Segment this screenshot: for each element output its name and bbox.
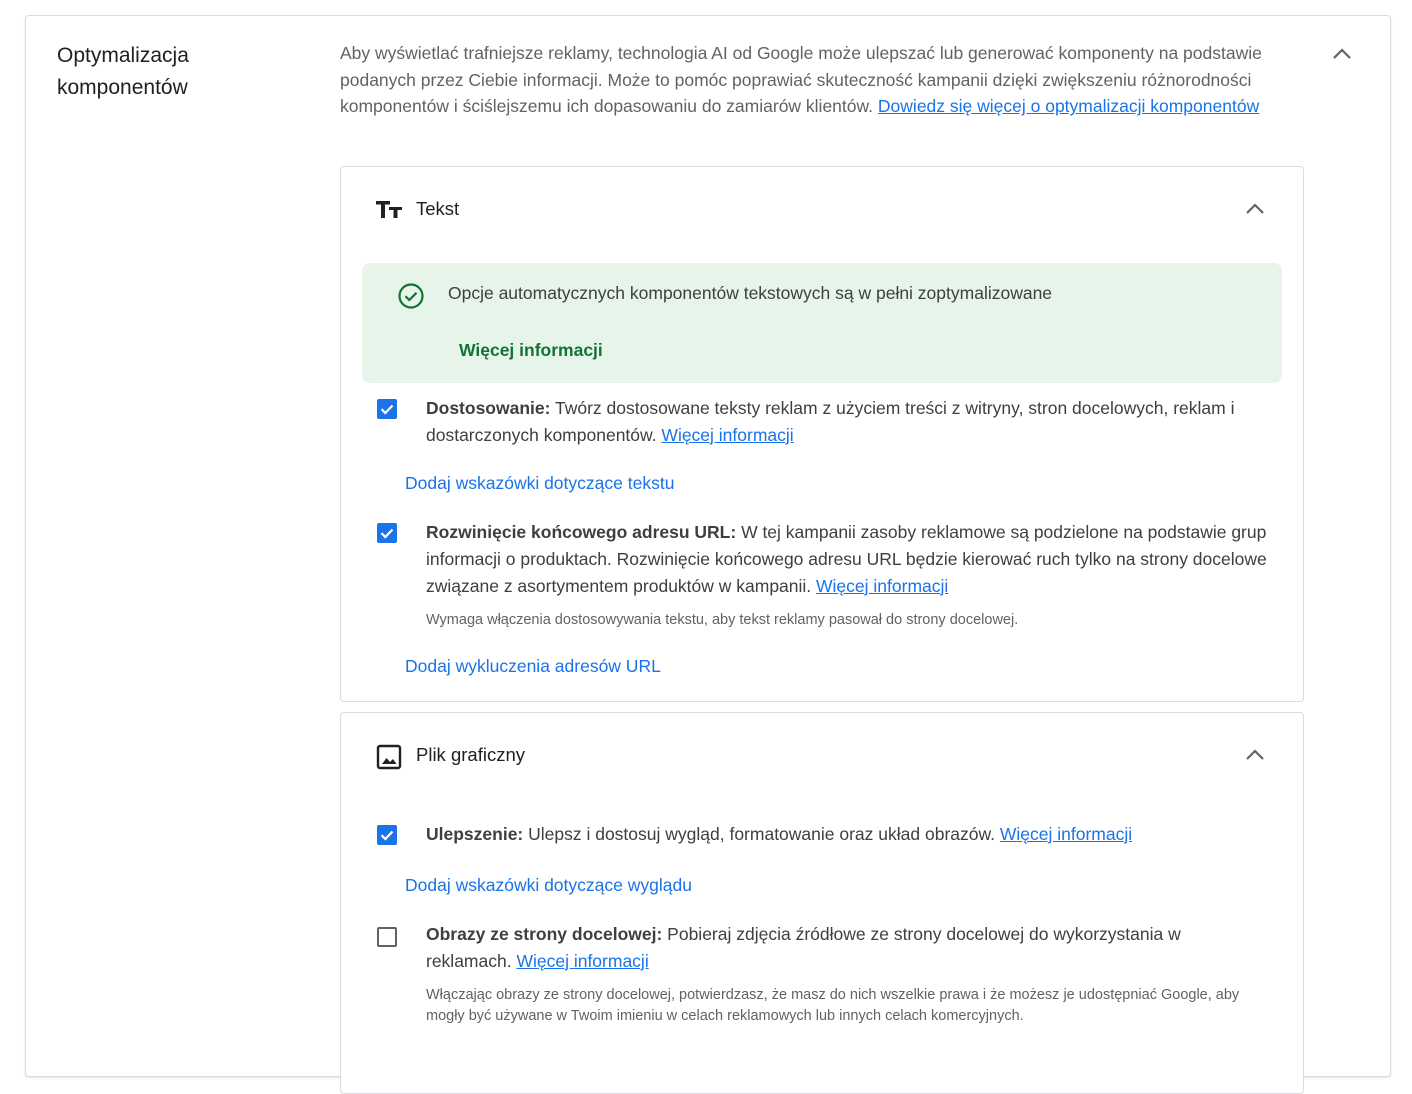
landing-page-images-option-text: [426, 921, 1236, 975]
check-icon: [379, 827, 395, 843]
enhancement-label: Ulepszenie:: [426, 824, 524, 844]
optimized-status-message: Opcje automatycznych komponentów tekstowych są w pełni zoptymalizowane: [448, 283, 1053, 303]
chevron-up-icon: [1243, 743, 1267, 767]
check-icon: [379, 525, 395, 541]
optimized-status-banner: [362, 263, 1282, 383]
learn-more-link[interactable]: Dowiedz się więcej o optymalizacji komponentów: [877, 96, 1260, 117]
final-url-expansion-checkbox[interactable]: [377, 523, 397, 543]
final-url-expansion-more-info-link[interactable]: Więcej informacji: [816, 575, 949, 596]
landing-page-images-note: Włączając obrazy ze strony docelowej, potwierdzasz, że masz do nich wszelkie prawa i że możesz je udostępniać Google, aby mogły być używane w Twoim imieniu w celach reklamowych lub innych celach komercyjnych.: [426, 987, 1240, 1024]
final-url-expansion-note: Wymaga włączenia dostosowywania tekstu, aby tekst reklamy pasował do strony docelowej.: [426, 612, 1019, 628]
check-circle-icon: [397, 282, 425, 310]
add-appearance-guidelines-link[interactable]: Dodaj wskazówki dotyczące wyglądu: [405, 875, 692, 895]
enhancement-checkbox[interactable]: [377, 825, 397, 845]
customization-description: Twórz dostosowane teksty reklam z użyciem treści z witryny, stron docelowych, reklam i dostarczonych komponentów.: [426, 398, 1235, 445]
banner-more-info-link[interactable]: Więcej informacji: [459, 340, 603, 360]
customization-checkbox[interactable]: [377, 399, 397, 419]
chevron-up-icon: [1243, 197, 1267, 221]
landing-page-images-checkbox[interactable]: [377, 927, 397, 947]
image-card-collapse-button[interactable]: [1239, 739, 1271, 771]
customization-more-info-link[interactable]: Więcej informacji: [661, 424, 794, 445]
landing-page-images-more-info-link[interactable]: Więcej informacji: [516, 950, 649, 971]
image-card-title: Plik graficzny: [416, 744, 525, 765]
section-title: Optymalizacja komponentów: [57, 44, 189, 99]
text-card: [340, 166, 1304, 702]
section-collapse-button[interactable]: [1326, 38, 1358, 70]
text-format-icon: [375, 195, 403, 223]
landing-page-images-description: Pobieraj zdjęcia źródłowe ze strony docelowej do wykorzystania w reklamach.: [426, 924, 1181, 971]
final-url-expansion-description: W tej kampanii zasoby reklamowe są podzielone na podstawie grup informacji o produktach. Rozwinięcie końcowego adresu URL będzie kierować ruch tylko na strony docelowe związane z asortymentem produktów w kampanii.: [426, 522, 1267, 596]
landing-page-images-label: Obrazy ze strony docelowej:: [426, 924, 663, 944]
image-icon: [375, 743, 403, 771]
enhancement-description: Ulepsz i dostosuj wygląd, formatowanie oraz układ obrazów.: [523, 824, 1000, 844]
section-description: [340, 40, 1290, 120]
customization-label: Dostosowanie:: [426, 398, 551, 418]
enhancement-more-info-link[interactable]: Więcej informacji: [999, 824, 1133, 844]
image-card: [340, 712, 1304, 1094]
customization-option-text: [426, 395, 1286, 449]
final-url-expansion-option-text: [426, 519, 1286, 599]
check-icon: [379, 401, 395, 417]
section-description-text: Aby wyświetlać trafniejsze reklamy, technologia AI od Google może ulepszać lub generować komponenty na podstawie podanych przez Ciebie informacji. Może to pomóc poprawiać skuteczność kampanii dzięki zwiększeniu różnorodności komponentów i ściślejszemu ich dopasowaniu do zamiarów klientów.: [340, 43, 1262, 117]
text-card-collapse-button[interactable]: [1239, 193, 1271, 225]
enhancement-option-text: [426, 821, 1286, 848]
final-url-expansion-label: Rozwinięcie końcowego adresu URL:: [426, 522, 737, 542]
chevron-up-icon: [1330, 42, 1354, 66]
add-text-guidelines-link[interactable]: Dodaj wskazówki dotyczące tekstu: [405, 473, 675, 493]
asset-optimization-panel: [25, 15, 1391, 1077]
add-url-exclusions-link[interactable]: Dodaj wykluczenia adresów URL: [405, 656, 661, 676]
text-card-title: Tekst: [416, 198, 460, 219]
